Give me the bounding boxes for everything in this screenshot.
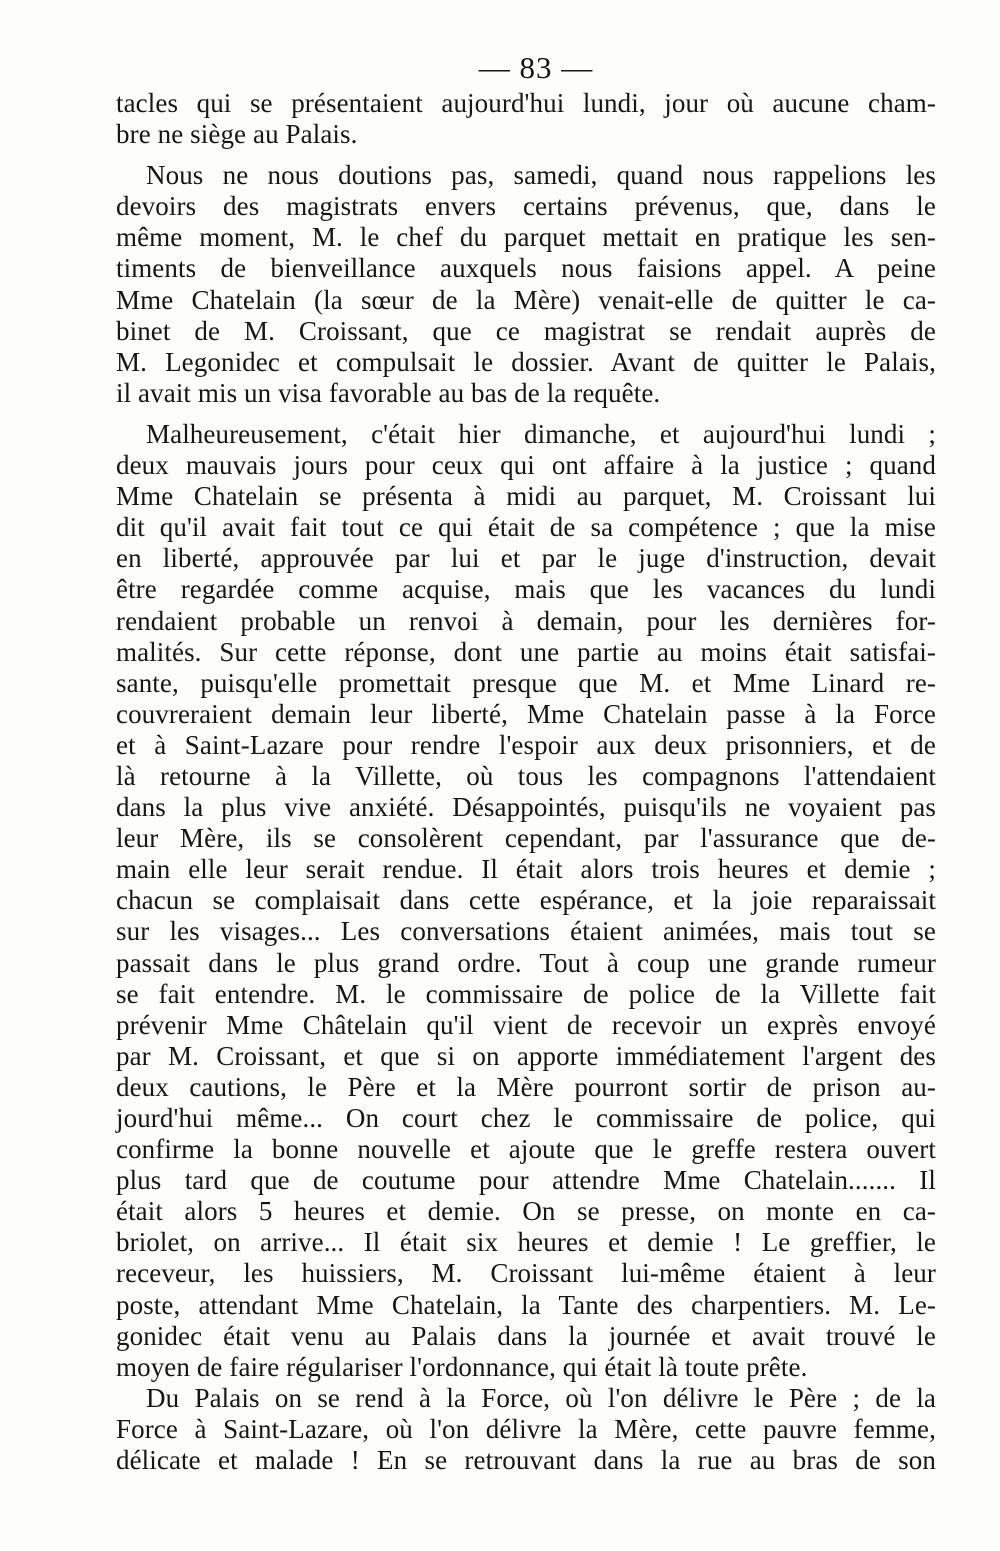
paragraph-4 bbox=[116, 1383, 936, 1476]
text-line: là retourne à la Villette, où tous les compagnons l'attendaient bbox=[116, 760, 936, 791]
text-line: gonidec était venu au Palais dans la journée et avait trouvé le bbox=[116, 1320, 936, 1351]
text-line: tacles qui se présentaient aujourd'hui lundi, jour où aucune cham- bbox=[116, 88, 936, 118]
text-line: leur Mère, ils se consolèrent cependant, par l'assurance que de- bbox=[116, 823, 936, 854]
text-line: il avait mis un visa favorable au bas de la requête. bbox=[116, 377, 661, 408]
text-line: sante, puisqu'elle promettait presque que M. et Mme Linard re- bbox=[116, 667, 936, 698]
text-line: prévenir Mme Châtelain qu'il vient de recevoir un exprès envoyé bbox=[116, 1009, 936, 1040]
text-line: M. Legonidec et compulsait le dossier. Avant de quitter le Palais, bbox=[116, 346, 936, 377]
text-line: Force à Saint-Lazare, où l'on délivre la Mère, cette pauvre femme, bbox=[116, 1413, 936, 1444]
text-line: Du Palais on se rend à la Force, où l'on délivre le Père ; de la bbox=[146, 1382, 936, 1413]
text-line: jourd'hui même... On court chez le commissaire de police, qui bbox=[116, 1103, 936, 1133]
paragraph-2 bbox=[116, 160, 936, 409]
text-line: se fait entendre. M. le commissaire de police de la Villette fait bbox=[116, 978, 936, 1009]
book-page bbox=[116, 48, 936, 1476]
text-line: briolet, on arrive... Il était six heures et demie ! Le greffier, le bbox=[116, 1227, 936, 1258]
paragraph-3 bbox=[116, 419, 936, 1383]
text-line: chacun se complaisait dans cette espérance, et la joie reparaissait bbox=[116, 885, 936, 916]
paragraph-1 bbox=[116, 88, 936, 150]
text-line: poste, attendant Mme Chatelain, la Tante des charpentiers. M. Le- bbox=[116, 1289, 936, 1320]
text-line: délicate et malade ! En se retrouvant dans la rue au bras de son bbox=[116, 1445, 936, 1476]
text-line: main elle leur serait rendue. Il était alors trois heures et demie ; bbox=[116, 854, 936, 885]
text-line: Nous ne nous doutions pas, samedi, quand nous rappelions les bbox=[146, 160, 936, 191]
text-line: deux mauvais jours pour ceux qui ont affaire à la justice ; quand bbox=[116, 450, 936, 481]
body-text bbox=[116, 88, 936, 1476]
text-line: moyen de faire régulariser l'ordonnance, qui était là toute prête. bbox=[116, 1351, 808, 1382]
text-line: bre ne siège au Palais. bbox=[116, 119, 358, 150]
text-line: malités. Sur cette réponse, dont une partie au moins était satisfai- bbox=[116, 636, 936, 667]
text-line: Malheureusement, c'était hier dimanche, et aujourd'hui lundi ; bbox=[146, 418, 936, 449]
text-line: binet de M. Croissant, que ce magistrat se rendait auprès de bbox=[116, 315, 936, 346]
text-line: et à Saint-Lazare pour rendre l'espoir aux deux prisonniers, et de bbox=[116, 729, 936, 760]
text-line: deux cautions, le Père et la Mère pourront sortir de prison au- bbox=[116, 1071, 936, 1102]
text-line: sur les visages... Les conversations étaient animées, mais tout se bbox=[116, 916, 936, 947]
text-line: même moment, M. le chef du parquet mettait en pratique les sen- bbox=[116, 222, 936, 253]
text-line: dit qu'il avait fait tout ce qui était de sa compétence ; que la mise bbox=[116, 512, 936, 543]
text-line: plus tard que de coutume pour attendre Mme Chatelain....... Il bbox=[116, 1165, 936, 1196]
text-line: devoirs des magistrats envers certains prévenus, que, dans le bbox=[116, 191, 936, 222]
text-line: était alors 5 heures et demie. On se presse, on monte en ca- bbox=[116, 1196, 936, 1227]
text-line: Mme Chatelain (la sœur de la Mère) venait-elle de quitter le ca- bbox=[116, 284, 936, 315]
text-line: confirme la bonne nouvelle et ajoute que le greffe restera ouvert bbox=[116, 1134, 936, 1165]
text-line: par M. Croissant, et que si on apporte immédiatement l'argent des bbox=[116, 1040, 936, 1071]
text-line: en liberté, approuvée par lui et par le juge d'instruction, devait bbox=[116, 543, 936, 574]
text-line: rendaient probable un renvoi à demain, pour les dernières for- bbox=[116, 605, 936, 636]
text-line: timents de bienveillance auxquels nous faisions appel. A peine bbox=[116, 253, 936, 284]
text-line: Mme Chatelain se présenta à midi au parquet, M. Croissant lui bbox=[116, 481, 936, 512]
text-line: dans la plus vive anxiété. Désappointés, puisqu'ils ne voyaient pas bbox=[116, 792, 936, 823]
text-line: couvreraient demain leur liberté, Mme Chatelain passe à la Force bbox=[116, 698, 936, 729]
text-line: passait dans le plus grand ordre. Tout à coup une grande rumeur bbox=[116, 947, 936, 978]
page-number: — 83 — bbox=[478, 50, 594, 85]
text-line: être regardée comme acquise, mais que les vacances du lundi bbox=[116, 574, 936, 605]
text-line: receveur, les huissiers, M. Croissant lui-même étaient à leur bbox=[116, 1258, 936, 1289]
